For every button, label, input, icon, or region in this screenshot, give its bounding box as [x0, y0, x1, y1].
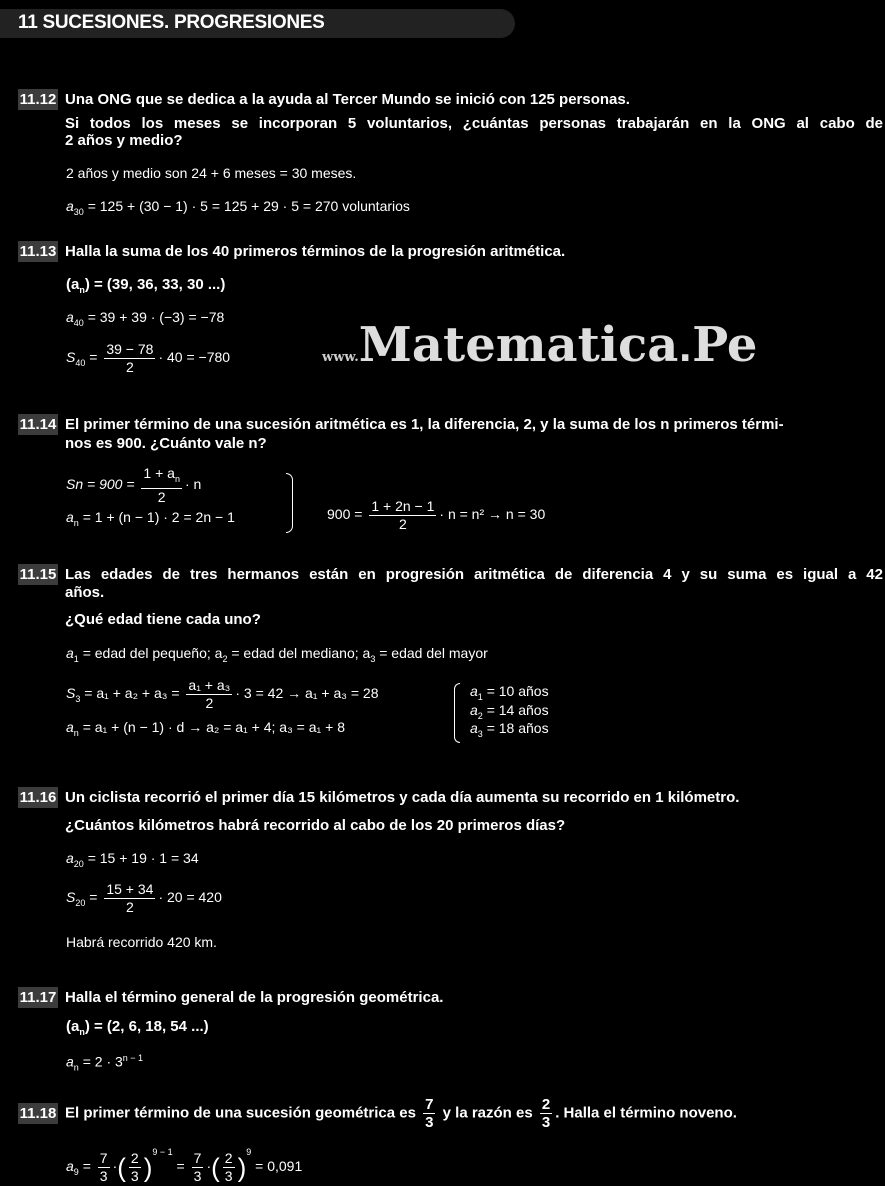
result-line: $a_3 = 18$ años	[470, 720, 549, 739]
solution-equation: $S_{40}$ = $\frac{39 - 78}{2}$ · 40 = −780	[66, 341, 231, 375]
question-line: nos es 900. ¿Cuánto vale n?	[65, 435, 267, 452]
question-line: Halla la suma de los 40 primeros términos de la progresión aritmética.	[65, 243, 566, 260]
watermark-logo: www.Matematica.Pe	[322, 317, 758, 373]
question-line: Si todos los meses se incorporan 5 voluntarios, ¿cuántas personas trabajarán en la ONG al cabo de	[65, 115, 883, 132]
sequence-definition: $(a_n) = (39$, 36, 33, 30 ...)	[66, 276, 226, 295]
question-line: Un ciclista recorrió el primer día 15 kilómetros y cada día aumenta su recorrido en 1 kilómetro.	[65, 789, 740, 806]
solution-equation: $a_n = 2 \cdot 3^{n - 1}$	[66, 1053, 144, 1073]
chapter-title: 11 SUCESIONES. PROGRESIONES	[18, 12, 325, 33]
question-line: ¿Cuántos kilómetros habrá recorrido al cabo de los 20 primeros días?	[65, 817, 566, 834]
system-brace	[286, 473, 293, 533]
solution-equation: 900 = $\frac{1 + 2n - 1}{2}$ · n = n² → n = 30	[327, 498, 546, 532]
problem-number: 11.13	[19, 243, 57, 260]
problem-number: 11.15	[19, 566, 57, 583]
solution-equation: $a_9$ = $\frac{7}{3}$ ·( $\frac{2}{3}$ )$^{9 - 1}$ = $\frac{7}{3}$ ·( $\frac{2}{3}$ )$^9$ = 0,091	[66, 1147, 303, 1184]
problem-number: 11.17	[19, 989, 57, 1006]
question-line: ¿Qué edad tiene cada uno?	[65, 611, 261, 628]
question-line: El primer término de una sucesión geométrica es $\frac{7}{3}$ y la razón es $\frac{2}{3}$ . Halla el término noveno.	[65, 1096, 737, 1131]
solution-line: 2 años y medio son 24 + 6 meses = 30 meses.	[66, 165, 357, 181]
solution-equation: $a_{30} = 125 + (30 - 1) \cdot 5 = 125 + 29 \cdot 5 = 270$ voluntarios	[66, 198, 410, 217]
question-line: El primer término de una sucesión aritmética es 1, la diferencia, 2, y la suma de los n primeros térmi-	[65, 416, 784, 433]
problem-number: 11.12	[19, 91, 57, 108]
problem-number: 11.14	[19, 416, 57, 433]
solution-equation: $a_n = a_1 + (n - 1) \cdot d \to a_2 = a_1 + 4$; a₃ = a₁ + 8	[66, 719, 345, 738]
sequence-definition: $(a_n) = (2$, 6, 18, 54 ...)	[66, 1018, 209, 1037]
solution-line: $a_1$ = edad del pequeño; $a_2$ = edad del mediano; $a_3$ = edad del mayor	[66, 645, 488, 664]
solution-equation: $a_{40} = 39 + 39 \cdot (-3) = -78$	[66, 309, 225, 328]
question-line: Halla el término general de la progresión geométrica.	[65, 989, 444, 1006]
solution-equation: $S_{20}$ = $\frac{15 + 34}{2}$ · 20 = 420	[66, 881, 222, 915]
problem-number: 11.18	[19, 1105, 57, 1122]
chapter-header	[0, 9, 515, 38]
system-brace	[454, 683, 460, 743]
problem-number: 11.16	[19, 789, 57, 806]
question-line: Una ONG que se dedica a la ayuda al Tercer Mundo se inició con 125 personas.	[65, 91, 630, 108]
solution-line: Habrá recorrido 420 km.	[66, 934, 217, 950]
result-line: $a_1 = 10$ años	[470, 683, 549, 702]
result-line: $a_2 = 14$ años	[470, 702, 549, 721]
solution-equation: Sn = 900 = $\frac{1 + a_n}{2}$ · n	[66, 465, 202, 505]
question-line: Las edades de tres hermanos están en progresión aritmética de diferencia 4 y su suma es igual a 42	[65, 566, 883, 583]
solution-equation: $a_n = 1 + (n - 1) \cdot 2 = 2n - 1$	[66, 509, 235, 528]
solution-equation: $a_{20} = 15 + 19 \cdot 1 = 34$	[66, 850, 199, 869]
solution-equation: $S_3 = a_1 + a_2 + a_3$ = $\frac{\text{a₁ + a₃}}{2}$ · 3 = 42 → a₁ + a₃ = 28	[66, 677, 379, 711]
question-line: años.	[65, 584, 105, 601]
question-line: 2 años y medio?	[65, 132, 183, 149]
